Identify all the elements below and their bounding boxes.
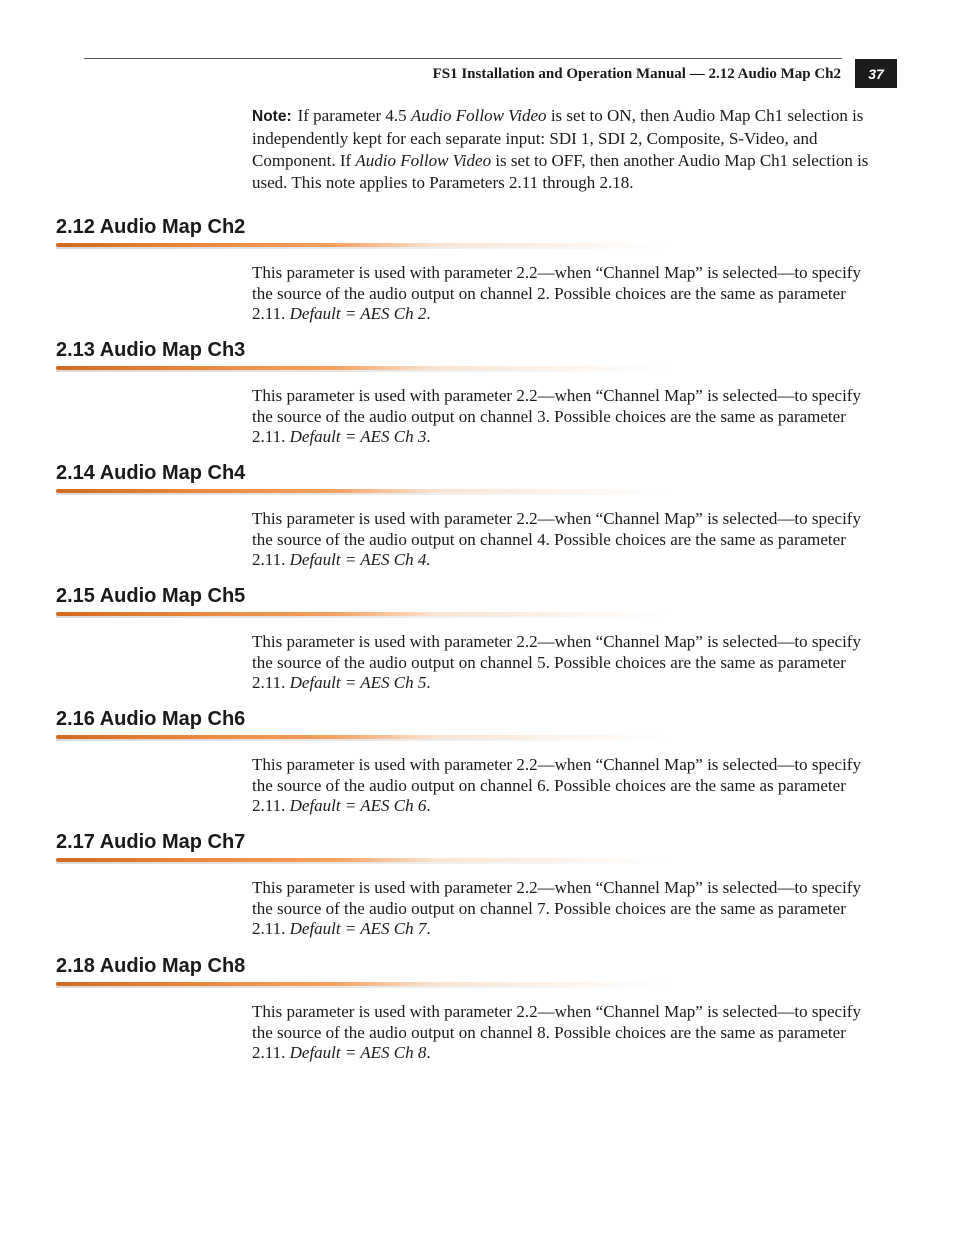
section-heading: 2.15 Audio Map Ch5	[56, 585, 246, 607]
body-end: .	[426, 304, 431, 323]
body-end: .	[426, 1043, 431, 1062]
body-end: .	[426, 427, 431, 446]
body-end: .	[426, 673, 431, 692]
body-end: .	[426, 919, 431, 938]
note-emphasis: Audio Follow Video	[355, 151, 492, 170]
section-heading: 2.16 Audio Map Ch6	[56, 708, 246, 730]
section-body	[252, 509, 867, 571]
body-text: This parameter is used with parameter 2.2—when “Channel Map” is selected—to specify the source of the audio output on channel 4. Possible choices are the same as parameter 2.11.	[252, 509, 861, 569]
section-2-17	[56, 830, 876, 940]
section-2-15	[56, 584, 876, 694]
section-body	[252, 386, 867, 448]
section-body	[252, 878, 867, 940]
section-rule-shadow	[56, 370, 668, 372]
section-2-12	[56, 215, 876, 325]
default-value: Default = AES Ch 8	[289, 1043, 427, 1062]
body-text: This parameter is used with parameter 2.2—when “Channel Map” is selected—to specify the source of the audio output on channel 7. Possible choices are the same as parameter 2.11.	[252, 878, 861, 938]
running-header: FS1 Installation and Operation Manual — 2.12 Audio Map Ch2	[432, 66, 841, 82]
default-value: Default = AES Ch 7	[289, 919, 427, 938]
default-value: Default = AES Ch 4.	[289, 550, 431, 569]
default-value: Default = AES Ch 6	[289, 796, 427, 815]
section-rule-shadow	[56, 739, 668, 741]
note-emphasis: Audio Follow Video	[410, 106, 547, 125]
section-body	[252, 755, 867, 817]
section-heading: 2.12 Audio Map Ch2	[56, 216, 246, 238]
note-paragraph	[252, 105, 872, 194]
default-value: Default = AES Ch 5	[289, 673, 427, 692]
default-value: Default = AES Ch 3	[289, 427, 427, 446]
section-body	[252, 263, 867, 325]
note-text: is set to ON, then Audio Map Ch1 selection is independently kept for each separate input: SDI 1, SDI 2, Composite, S-Video, and Component. If	[252, 106, 864, 170]
section-rule-shadow	[56, 247, 668, 249]
header-rule	[84, 58, 842, 59]
note-label: Note:	[252, 108, 292, 125]
section-rule-shadow	[56, 493, 668, 495]
page-number: 37	[855, 59, 897, 88]
default-value: Default = AES Ch 2	[289, 304, 427, 323]
body-text: This parameter is used with parameter 2.2—when “Channel Map” is selected—to specify the source of the audio output on channel 3. Possible choices are the same as parameter 2.11.	[252, 386, 861, 446]
section-rule-shadow	[56, 986, 668, 988]
section-2-18	[56, 954, 876, 1064]
section-heading: 2.14 Audio Map Ch4	[56, 462, 246, 484]
section-2-13	[56, 338, 876, 448]
section-body	[252, 1002, 867, 1064]
section-heading: 2.18 Audio Map Ch8	[56, 955, 246, 977]
body-text: This parameter is used with parameter 2.2—when “Channel Map” is selected—to specify the source of the audio output on channel 8. Possible choices are the same as parameter 2.11.	[252, 1002, 861, 1062]
body-text: This parameter is used with parameter 2.2—when “Channel Map” is selected—to specify the source of the audio output on channel 6. Possible choices are the same as parameter 2.11.	[252, 755, 861, 815]
section-body	[252, 632, 867, 694]
section-2-14	[56, 461, 876, 571]
note-text: If parameter 4.5	[297, 106, 411, 125]
note-text: is set to OFF, then another Audio Map Ch1 selection is used. This note applies to Parameters 2.11 through 2.18.	[252, 151, 869, 192]
body-text: This parameter is used with parameter 2.2—when “Channel Map” is selected—to specify the source of the audio output on channel 5. Possible choices are the same as parameter 2.11.	[252, 632, 861, 692]
section-heading: 2.17 Audio Map Ch7	[56, 831, 246, 853]
section-heading: 2.13 Audio Map Ch3	[56, 339, 246, 361]
body-end: .	[426, 796, 431, 815]
section-rule-shadow	[56, 862, 668, 864]
section-2-16	[56, 707, 876, 817]
section-rule-shadow	[56, 616, 668, 618]
body-text: This parameter is used with parameter 2.2—when “Channel Map” is selected—to specify the source of the audio output on channel 2. Possible choices are the same as parameter 2.11.	[252, 263, 861, 323]
